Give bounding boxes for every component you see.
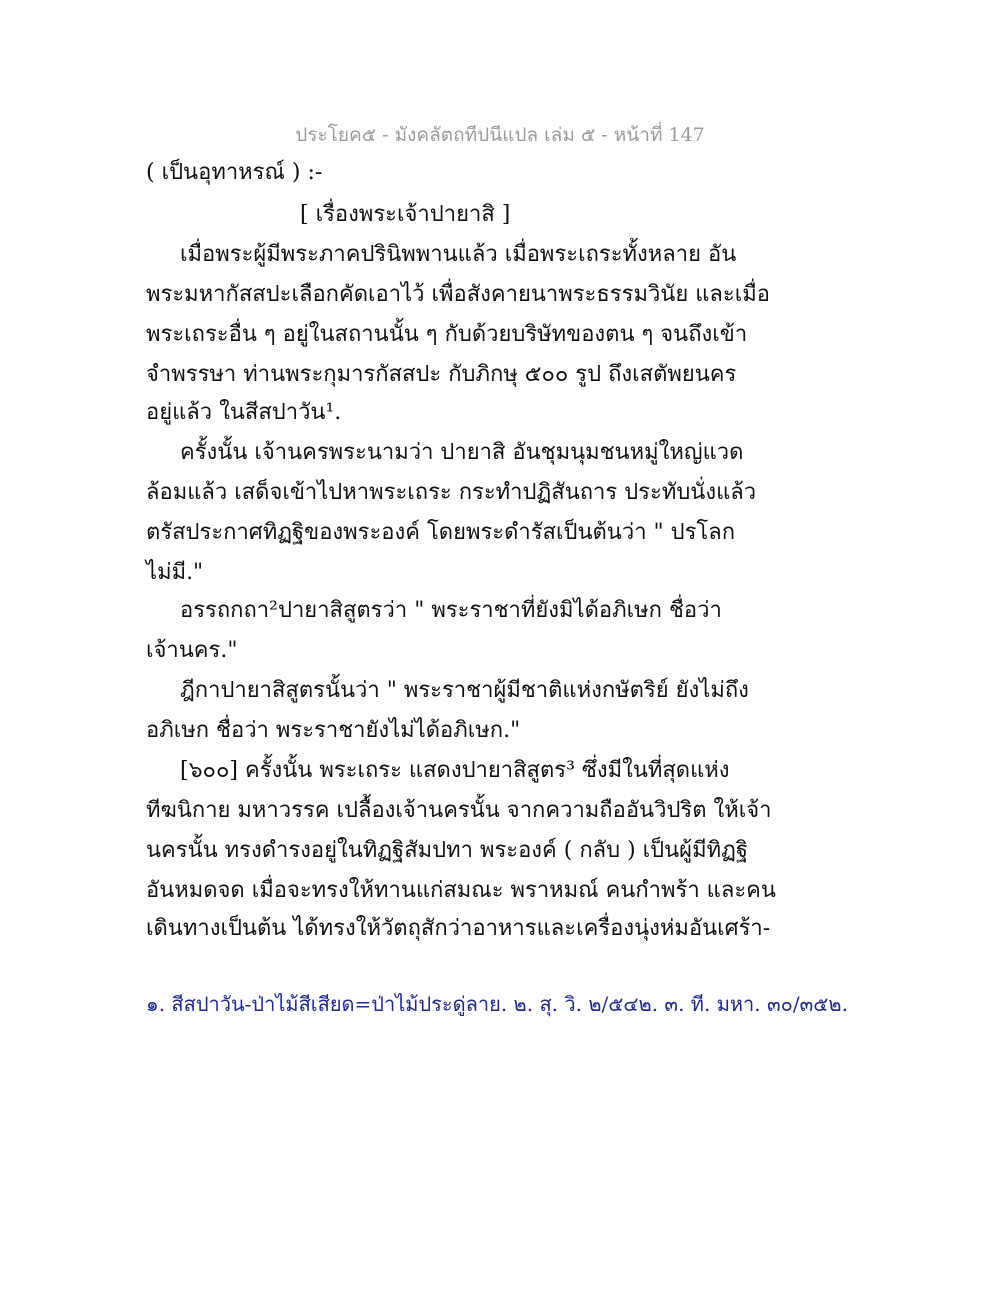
text-line: ฎีกาปายาสิสูตรนั้นว่า " พระราชาผู้มีชาติแห่งกษัตริย์ ยังไม่ถึง [180,678,749,703]
footnote: ๑. สีสปาวัน-ป่าไม้สีเสียด=ป่าไม้ประดู่ลาย. ๒. สุ. วิ. ๒/๕๔๒. ๓. ที. มหา. ๓๐/๓๕๒. [146,992,848,1016]
text-line: ทีฆนิกาย มหาวรรค เปลื้องเจ้านครนั้น จากความถืออันวิปริต ให้เจ้า [146,798,772,823]
text-line: เมื่อพระผู้มีพระภาคปรินิพพานแล้ว เมื่อพระเถระทั้งหลาย อัน [180,242,737,267]
text-line: พระเถระอื่น ๆ อยู่ในสถานนั้น ๆ กับด้วยบริษัทของตน ๆ จนถึงเข้า [146,322,748,347]
text-line: พระมหากัสสปะเลือกคัดเอาไว้ เพื่อสังคายนาพระธรรมวินัย และเมื่อ [146,282,770,307]
text-line: อภิเษก ชื่อว่า พระราชายังไม่ได้อภิเษก." [146,718,521,743]
text-line: [๖๐๐] ครั้งนั้น พระเถระ แสดงปายาสิสูตร³ ซึ่งมีในที่สุดแห่ง [180,758,730,783]
text-line: นครนั้น ทรงดำรงอยู่ในทิฏฐิสัมปทา พระองค์ ( กลับ ) เป็นผู้มีทิฏฐิ [146,838,748,863]
page-header: ประโยค๕ - มังคลัตถทีปนีแปล เล่ม ๕ - หน้าที่ 147 [295,124,705,146]
text-line: เจ้านคร." [146,638,238,663]
text-line: เดินทางเป็นต้น ได้ทรงให้วัตถุสักว่าอาหารและเครื่องนุ่งห่มอันเศร้า- [146,916,771,941]
story-title: [ เรื่องพระเจ้าปายาสิ ] [300,202,511,227]
text-line: อันหมดจด เมื่อจะทรงให้ทานแก่สมณะ พราหมณ์ คนกำพร้า และคน [146,878,776,903]
text-line: ล้อมแล้ว เสด็จเข้าไปหาพระเถระ กระทำปฏิสันถาร ประทับนั่งแล้ว [146,480,757,505]
text-line: อยู่แล้ว ในสีสปาวัน¹. [146,400,342,425]
text-line: ( เป็นอุทาหรณ์ ) :- [146,160,323,185]
text-line: ไม่มี." [146,560,204,585]
text-line: ตรัสประกาศทิฏฐิของพระองค์ โดยพระดำรัสเป็นต้นว่า " ปรโลก [146,520,736,545]
text-line: ครั้งนั้น เจ้านครพระนามว่า ปายาสิ อันชุมนุมชนหมู่ใหญ่แวด [180,440,744,465]
text-line: อรรถกถา²ปายาสิสูตรว่า " พระราชาที่ยังมิได้อภิเษก ชื่อว่า [180,598,722,623]
text-line: จำพรรษา ท่านพระกุมารกัสสปะ กับภิกษุ ๕๐๐ รูป ถึงเสตัพยนคร [146,362,737,387]
